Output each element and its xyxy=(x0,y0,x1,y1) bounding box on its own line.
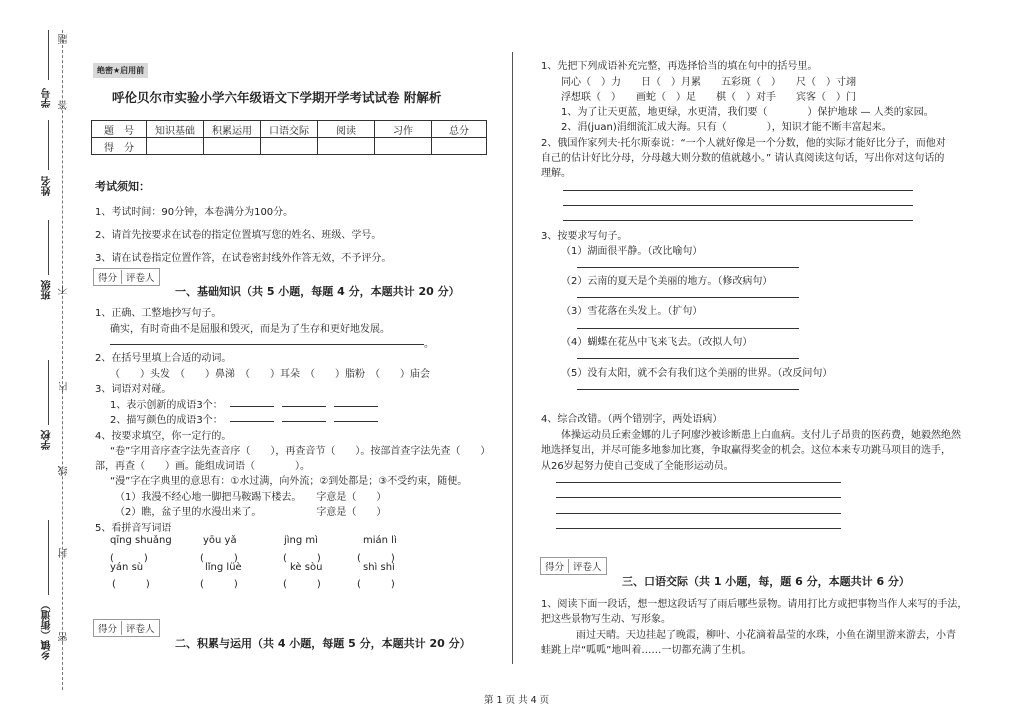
secret-badge: 绝密★启用前 xyxy=(93,63,148,78)
question-line: 1、阅读下面一段话，想一想这段话写了雨后哪些景物。请用打比方或把事物当作人来写的手法， xyxy=(541,599,968,610)
question-line: （1）我漫不经心地一脚把马鞍踢下楼去。 字意是（ ） xyxy=(115,492,387,503)
pinyin-answer-box[interactable]: ( ) xyxy=(357,579,395,590)
question-line: 2、描写颜色的成语3个： xyxy=(110,415,223,426)
question-line: 1、先把下列成语补充完整，再选择恰当的填在句中的括号里。 xyxy=(541,61,818,72)
question-line: 理解。 xyxy=(541,168,571,179)
question-line: “卷”字用音序查字法先查音序（ ），再查音节（ ）。按部首查字法先查（ ） xyxy=(110,446,491,457)
pinyin-label: mián lì xyxy=(363,535,397,546)
margin-char: 封 xyxy=(59,548,70,558)
score-cell[interactable] xyxy=(147,138,204,155)
score-table-header-row xyxy=(92,121,487,138)
answer-line[interactable] xyxy=(563,220,913,221)
answer-line[interactable] xyxy=(577,328,799,329)
margin-char: 密 xyxy=(59,632,70,642)
question-line: 1、正确、工整地抄写句子。 xyxy=(95,308,222,319)
margin-char: 答 xyxy=(59,100,70,110)
score-cell[interactable] xyxy=(375,138,432,155)
student-id-field[interactable] xyxy=(48,30,49,80)
pinyin-label: yōu yǎ xyxy=(203,535,237,546)
pinyin-answer-box[interactable]: ( ) xyxy=(200,579,238,590)
score-header-cell: 习作 xyxy=(375,121,432,138)
score-box-label: 得分 xyxy=(98,624,118,635)
score-cell[interactable] xyxy=(318,138,375,155)
score-cell[interactable] xyxy=(432,138,487,155)
school-field[interactable] xyxy=(48,360,49,425)
page-footer: 第 1 页 共 4 页 xyxy=(484,695,550,706)
answer-line[interactable] xyxy=(282,421,326,422)
score-header-cell: 阅读 xyxy=(318,121,375,138)
column-divider xyxy=(512,52,513,664)
score-cell[interactable] xyxy=(261,138,318,155)
question-line: 1、表示创新的成语3个： xyxy=(110,400,223,411)
section1-title: 一、基础知识（共 5 小题，每题 4 分，本题共计 20 分） xyxy=(175,285,460,298)
score-box xyxy=(93,268,160,286)
section3-title: 三、口语交际（共 1 小题，每，题 6 分，本题共计 6 分） xyxy=(622,575,910,588)
score-table-row xyxy=(92,138,487,155)
question-line: 1、为了让天更蓝，地更绿，水更清，我们要（ ）保护地球 — 人类的家园。 xyxy=(561,107,934,118)
answer-line[interactable] xyxy=(577,297,799,298)
question-line: 把这些景物写生动、写形象。 xyxy=(541,614,671,625)
question-line: “漫”字在字典里的意思有：①水过满，向外流；②到处都是；③不受约束，随便。 xyxy=(110,476,468,487)
answer-line[interactable] xyxy=(282,406,326,407)
answer-line[interactable] xyxy=(110,344,424,345)
name-label: 姓名 xyxy=(42,176,53,196)
score-box-label: 得分 xyxy=(545,562,565,573)
township-label: 乡镇（街道） xyxy=(42,600,53,660)
grader-box-label: 评卷人 xyxy=(121,270,159,284)
answer-line[interactable] xyxy=(577,389,799,390)
question-line: （1）湖面很平静。（改比喻句） xyxy=(561,246,703,257)
pinyin-label: shì shì xyxy=(363,562,395,573)
question-line: 3、按要求写句子。 xyxy=(541,231,628,242)
student-id-label: 学号 xyxy=(42,88,53,108)
answer-line[interactable] xyxy=(577,267,799,268)
answer-line[interactable] xyxy=(556,528,841,529)
pinyin-label: yán sù xyxy=(110,562,144,573)
question-line: 自己的估计好比分母，分母越大则分数的值就越小。” 请认真阅读这句话，写出你对这句话的 xyxy=(541,153,945,164)
answer-line[interactable] xyxy=(556,482,841,483)
pinyin-label: qīng shuǎng xyxy=(110,535,172,546)
question-line: 同心（ ）力 日（ ）月累 五彩斑（ ） 尺（ ）寸翊 xyxy=(561,77,856,88)
answer-line[interactable] xyxy=(556,497,841,498)
pinyin-answer-box[interactable]: ( ) xyxy=(200,553,238,564)
notice-item: 1、考试时间：90分钟，本卷满分为100分。 xyxy=(95,207,294,218)
pinyin-answer-box[interactable]: ( ) xyxy=(357,553,395,564)
question-line: （2）瞧，盆子里的水漫出来了。 字意是（ ） xyxy=(115,507,387,518)
township-field[interactable] xyxy=(48,520,49,595)
question-line: 蛙跳上岸“呱呱”地叫着……一切都充满了生机。 xyxy=(541,645,752,656)
binding-line xyxy=(62,30,63,690)
score-header-cell: 知识基础 xyxy=(147,121,204,138)
pinyin-label: lǐng lüè xyxy=(205,562,242,573)
question-line: 2、涓(juan)涓细流汇成大海。只有（ ），知识才能不断丰富起来。 xyxy=(561,122,892,133)
answer-line[interactable] xyxy=(230,406,274,407)
score-box xyxy=(93,619,160,637)
score-box-label: 得分 xyxy=(98,273,118,284)
pinyin-answer-box[interactable]: ( ) xyxy=(112,579,150,590)
question-line: 2、俄国作家列夫·托尔斯泰说：“一个人就好像是一个分数，他的实际才能好比分子，而他对 xyxy=(541,138,946,149)
answer-line[interactable] xyxy=(334,421,378,422)
class-label: 班级 xyxy=(42,280,53,300)
pinyin-label: kè sòu xyxy=(290,562,323,573)
question-line: 地选择复出，并尽可能多地参加比赛，争取赢得奖金的机会。这位本来专功跳马项目的选手， xyxy=(541,445,951,456)
question-line: 体操运动员丘索金娜的儿子阿廖沙被诊断患上白血病。支付儿子昂贵的医药费，她毅然绝然 xyxy=(561,430,961,441)
margin-char: 内 xyxy=(59,382,70,392)
question-line: （4）蝴蝶在花丛中飞来飞去。（改拟人句） xyxy=(561,337,753,348)
pinyin-answer-box[interactable]: ( ) xyxy=(110,553,148,564)
question-line: 从26岁起努力使自己变成了全能形运动员。 xyxy=(541,461,734,472)
answer-line[interactable] xyxy=(563,205,913,206)
question-line: 3、词语对对碰。 xyxy=(95,384,172,395)
question-line: 2、在括号里填上合适的动词。 xyxy=(95,353,232,364)
question-line: （ ）头发 （ ）鼻涕 （ ）耳朵 （ ）脂粉 （ ）庙会 xyxy=(110,369,430,380)
notice-title: 考试须知： xyxy=(95,180,150,193)
score-header-cell: 口语交际 xyxy=(261,121,318,138)
score-header-cell: 题 号 xyxy=(92,121,147,138)
page-title: 呼伦贝尔市实验小学六年级语文下学期开学考试试卷 附解析 xyxy=(112,90,442,105)
score-table xyxy=(91,120,487,155)
section2-title: 二、积累与运用（共 4 小题，每题 5 分，本题共计 20 分） xyxy=(175,637,471,650)
score-box xyxy=(540,557,607,575)
question-line: 4、综合改错。（两个错别字，两处语病） xyxy=(541,414,723,425)
question-line: 4、按要求填空，你一定行的。 xyxy=(95,431,232,442)
score-header-cell: 积累运用 xyxy=(204,121,261,138)
notice-item: 3、请在试卷指定位置作答，在试卷密封线外作答无效，不予评分。 xyxy=(95,253,392,264)
score-cell[interactable] xyxy=(204,138,261,155)
question-line: 确实，有时奇曲不是屈服和毁灭，而是为了生存和更好地发展。 xyxy=(110,324,390,335)
answer-line[interactable] xyxy=(334,406,378,407)
pinyin-answer-box[interactable]: ( ) xyxy=(283,553,321,564)
pinyin-answer-box[interactable]: ( ) xyxy=(283,579,321,590)
grader-box-label: 评卷人 xyxy=(121,621,159,635)
question-line: 部，再查（ ）画。能组成词语（ ）。 xyxy=(95,461,310,472)
answer-line[interactable] xyxy=(563,190,913,191)
question-line: 5、看拼音写词语 xyxy=(95,523,172,534)
margin-char: 线 xyxy=(59,466,70,476)
question-line: 雨过天晴。天边挂起了晚霞，柳叶、小花滴着晶莹的水珠，小鱼在湖里游来游去，小青 xyxy=(576,630,956,641)
question-line: （2）云南的夏天是个美丽的地方。（修改病句） xyxy=(561,276,773,287)
question-line: （3）雪花落在头发上。（扩句） xyxy=(561,306,703,317)
margin-char: 不 xyxy=(59,285,70,295)
margin-char: 题 xyxy=(59,34,70,44)
name-field[interactable] xyxy=(48,120,49,170)
class-field[interactable] xyxy=(48,220,49,275)
score-header-cell: 总分 xyxy=(432,121,487,138)
answer-line[interactable] xyxy=(577,358,799,359)
pinyin-label: jìng mì xyxy=(284,535,318,546)
question-line: 浮想联（ ） 画蛇（ ）足 棋（ ）对手 宾客（ ）门 xyxy=(561,92,856,103)
score-row-label: 得 分 xyxy=(92,138,147,155)
answer-line[interactable] xyxy=(556,513,841,514)
question-line: 。 xyxy=(424,339,434,350)
answer-line[interactable] xyxy=(230,421,274,422)
school-label: 学校 xyxy=(42,430,53,450)
grader-box-label: 评卷人 xyxy=(568,559,606,573)
question-line: （5）没有太阳，就不会有我们这个美丽的世界。（改反问句） xyxy=(561,368,833,379)
notice-item: 2、请首先按要求在试卷的指定位置填写您的姓名、班级、学号。 xyxy=(95,230,382,241)
